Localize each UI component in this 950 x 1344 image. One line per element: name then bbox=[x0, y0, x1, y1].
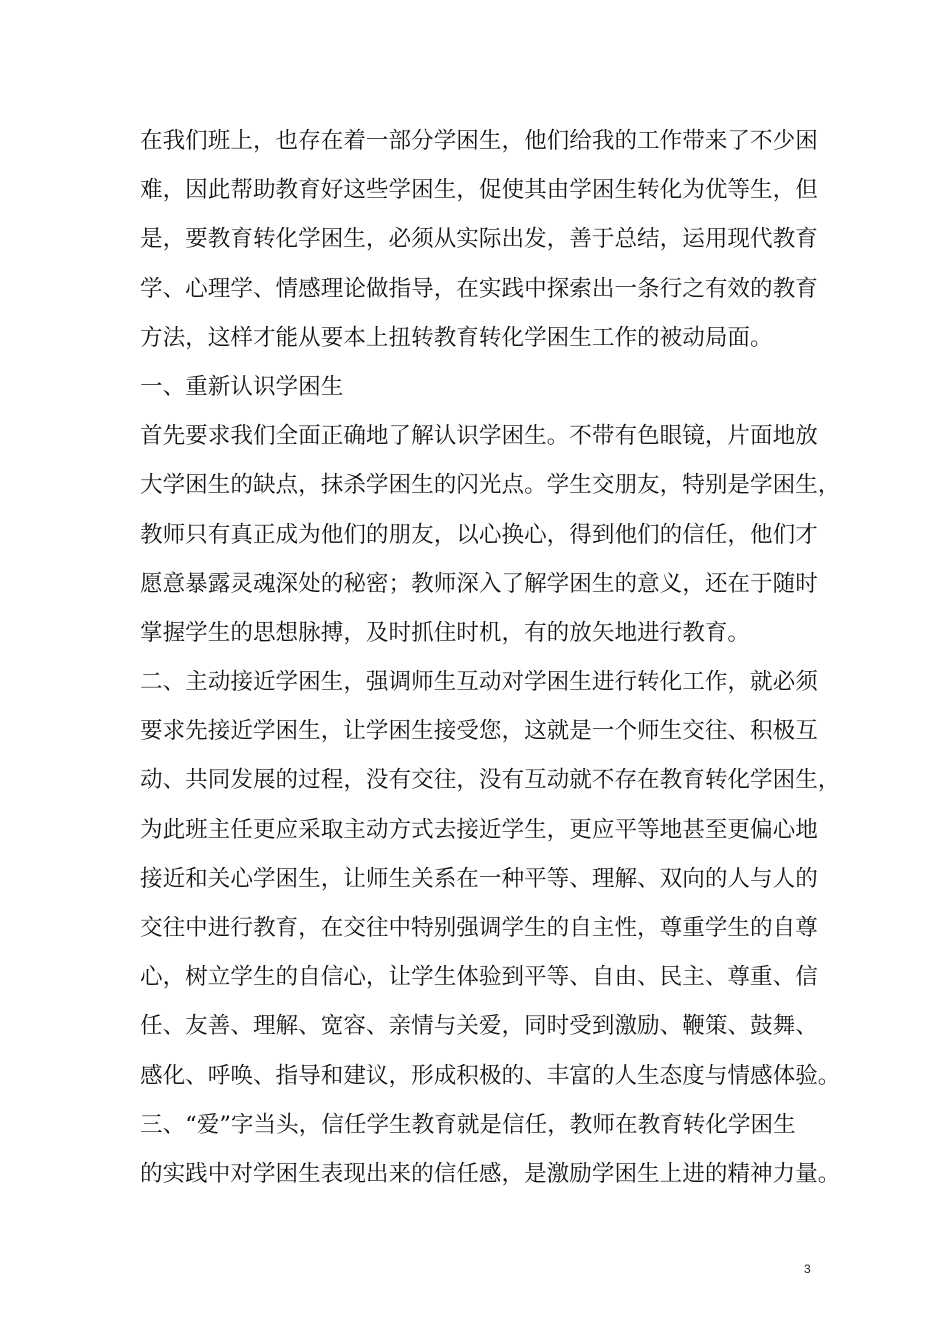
text-line: 感化、呼唤、指导和建议，形成积极的、丰富的人生态度与情感体验。 bbox=[140, 1062, 841, 1089]
section-heading-line: 二、主动接近学困生，强调师生互动对学困生进行转化工作，就必须 bbox=[140, 669, 818, 696]
text-line: 掌握学生的思想脉搏，及时抓住时机，有的放矢地进行教育。 bbox=[140, 619, 751, 646]
text-line: 教师只有真正成为他们的朋友，以心换心，得到他们的信任，他们才 bbox=[140, 521, 818, 548]
text-line: 是，要教育转化学困生，必须从实际出发，善于总结，运用现代教育 bbox=[140, 226, 818, 253]
text-line: 的实践中对学困生表现出来的信任感，是激励学困生上进的精神力量。 bbox=[140, 1160, 841, 1187]
text-line: 要求先接近学困生，让学困生接受您，这就是一个师生交往、积极互 bbox=[140, 718, 818, 745]
text-line: 学、心理学、情感理论做指导，在实践中探索出一条行之有效的教育 bbox=[140, 275, 818, 302]
text-line: 大学困生的缺点，抹杀学困生的闪光点。学生交朋友，特别是学困生， bbox=[140, 472, 841, 499]
text-line: 为此班主任更应采取主动方式去接近学生，更应平等地甚至更偏心地 bbox=[140, 816, 818, 843]
section-heading: 一、重新认识学困生 bbox=[140, 373, 344, 400]
text-line: 方法，这样才能从要本上扭转教育转化学困生工作的被动局面。 bbox=[140, 324, 773, 351]
text-line: 交往中进行教育，在交往中特别强调学生的自主性，尊重学生的自尊 bbox=[140, 915, 818, 941]
page-number: 3 bbox=[804, 1262, 811, 1276]
text-line: 首先要求我们全面正确地了解认识学困生。不带有色眼镜，片面地放 bbox=[140, 423, 818, 450]
text-line: 心，树立学生的自信心，让学生体验到平等、自由、民主、尊重、信 bbox=[140, 964, 818, 991]
text-line: 在我们班上，也存在着一部分学困生，他们给我的工作带来了不少困 bbox=[140, 128, 818, 154]
text-line: 任、友善、理解、宽容、亲情与关爱，同时受到激励、鞭策、鼓舞、 bbox=[140, 1013, 818, 1040]
document-body bbox=[140, 117, 841, 1199]
text-line: 接近和关心学困生，让师生关系在一种平等、理解、双向的人与人的 bbox=[140, 865, 818, 892]
text-line: 难，因此帮助教育好这些学困生，促使其由学困生转化为优等生，但 bbox=[140, 177, 818, 204]
text-line: 愿意暴露灵魂深处的秘密；教师深入了解学困生的意义，还在于随时 bbox=[140, 570, 818, 597]
text-line: 动、共同发展的过程，没有交往，没有互动就不存在教育转化学困生， bbox=[140, 767, 841, 794]
section-heading-line: 三、“爱”字当头，信任学生教育就是信任，教师在教育转化学困生 bbox=[140, 1111, 796, 1138]
